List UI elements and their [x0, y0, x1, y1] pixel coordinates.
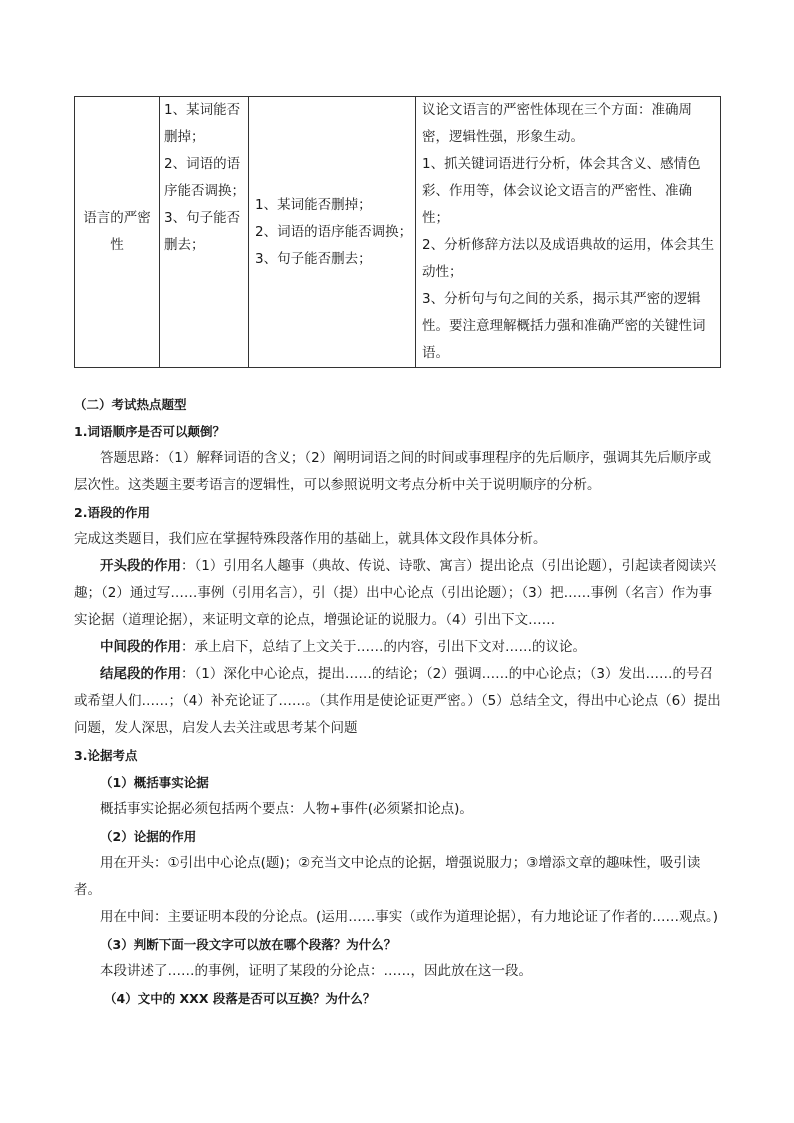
- question-list-item: 1、某词能否删掉；: [255, 196, 372, 213]
- middle-text: ：承上启下，总结了上文关于……的内容，引出下文对……的议论。: [181, 639, 586, 655]
- q3-sub2-title: （2）论据的作用: [100, 829, 197, 844]
- question-list-item: 2、词语的语序能否调换；: [255, 223, 413, 240]
- q2-ending-paragraph: [74, 661, 724, 742]
- q3-sub1-body: 概括事实论据必须包括两个要点：人物+事件(必须紧扣论点)。: [100, 801, 473, 817]
- table-cell-question-list: [249, 97, 416, 368]
- table-cell-question-types: [160, 97, 249, 368]
- section-title: （二）考试热点题型: [74, 397, 187, 412]
- table-cell-method: [416, 97, 721, 368]
- q3-sub2-body1: 用在开头：①引出中心论点(题)；②充当文中论点的论据，增强说服力；③增添文章的趣味性，吸引读者。: [74, 855, 701, 898]
- q1-body: 答题思路：（1）解释词语的含义；（2）阐明词语之间的时间或事理程序的先后顺序，强调其先后顺序或层次性。这类题主要考语言的逻辑性，可以参照说明文考点分析中关于说明顺序的分析。: [74, 450, 712, 493]
- question-type-item: 3、句子能否删去；: [164, 210, 241, 253]
- question-list-item: 3、句子能否删去；: [255, 250, 372, 267]
- q2-heading: 2.语段的作用: [74, 505, 150, 520]
- q2-opening-paragraph: [74, 553, 724, 634]
- q3-heading: 3.论据考点: [74, 748, 138, 763]
- topic-label: 语言的严密性: [83, 210, 151, 253]
- method-item: 3、分析句与句之间的关系，揭示其严密的逻辑性。要注意理解概括力强和准确严密的关键性词语。: [422, 291, 706, 361]
- ending-label: 结尾段的作用: [100, 666, 181, 682]
- opening-label: 开头段的作用: [100, 558, 181, 574]
- ending-text: ：（1）深化中心论点，提出……的结论；（2）强调……的中心论点；（3）发出……的号召或希望人们……；（4）补充论证了……。（其作用是使论证更严密。）（5）总结全文，得出中心论点（6）提出问题，发人深思，启发人去关注或思考某个问题: [74, 666, 721, 736]
- question-type-item: 1、某词能否删掉；: [164, 102, 241, 145]
- method-item: 议论文语言的严密性体现在三个方面：准确周密，逻辑性强，形象生动。: [422, 102, 692, 145]
- analysis-table: [74, 96, 721, 368]
- q1-heading: 1.词语顺序是否可以颠倒？: [74, 424, 225, 439]
- middle-label: 中间段的作用: [100, 639, 181, 655]
- q2-middle-paragraph: [74, 634, 724, 661]
- method-item: 2、分析修辞方法以及成语典故的运用，体会其生动性；: [422, 237, 715, 280]
- main-content: [74, 391, 724, 1012]
- q3-sub3-title: （3）判断下面一段文字可以放在哪个段落？为什么？: [100, 937, 397, 952]
- question-type-item: 2、词语的语序能否调换；: [164, 156, 245, 199]
- q3-sub2-body2: 用在中间：主要证明本段的分论点。(运用……事实（或作为道理论据），有力地论证了作者的……观点。): [100, 909, 719, 925]
- q2-intro: 完成这类题目，我们应在掌握特殊段落作用的基础上，就具体文段作具体分析。: [74, 531, 547, 547]
- table-cell-topic: [75, 97, 160, 368]
- table-row: [75, 97, 721, 368]
- opening-text: ：（1）引用名人趣事（典故、传说、诗歌、寓言）提出论点（引出论题），引起读者阅读兴趣；（2）通过写……事例（引用名言），引（提）出中心论点（引出论题）；（3）把……事例（名言）作为事实论据（道理论据），来证明文章的论点，增强论证的说服力。（4）引出下文……: [74, 558, 717, 628]
- q3-sub1-title: （1）概括事实论据: [100, 775, 209, 790]
- q3-sub4-title: （4）文中的 XXX 段落是否可以互换？为什么？: [104, 991, 376, 1006]
- q3-sub3-body: 本段讲述了……的事例，证明了某段的分论点：……，因此放在这一段。: [100, 963, 532, 979]
- method-item: 1、抓关键词语进行分析，体会其含义、感情色彩、作用等，体会议论文语言的严密性、准确性；: [422, 156, 701, 226]
